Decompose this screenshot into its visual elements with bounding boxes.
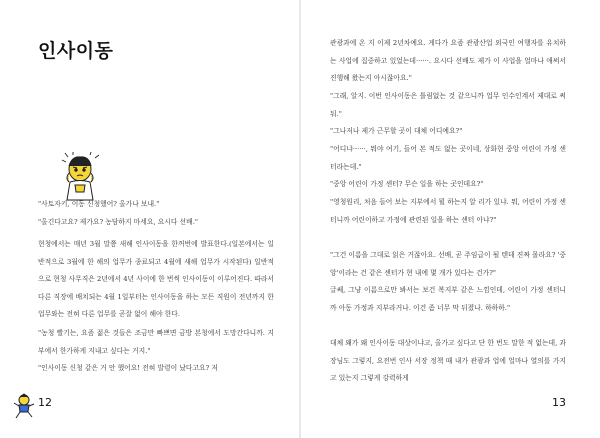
paragraph: 대체 왜가 왜 인사이동 대상이냐고, 올가고 싶다고 단 한 번도 말한 적 없는데, 과장님도 그렇지, 요전번 인사 서장 정책 때 내가 관광과 업에 얼마나 열의를 가지고 있는지 그렇게 강력하게	[330, 339, 566, 383]
paragraph: "영청원리, 처음 들어 보는 지부에서 뭘 하는지 알 리가 있냐. 뭐, 어린이 가정 센터니까 어린이하고 가정에 관련된 일을 하는 센터 아냐?"	[330, 198, 566, 224]
chapter-title: 인사이동	[38, 40, 114, 62]
paragraph: "그래, 알지. 이번 인사이동은 틀림없는 것 같으니까 업무 인수인계서 제대로 써 둬."	[330, 92, 566, 118]
paragraph: "올긴다고요? 제가요? 농담하지 마세요, 요시다 선배."	[38, 218, 198, 226]
paragraph: "어디냐······, 뭐야 여기, 들어 본 적도 없는 곳이네, 상화현 중앙 어린이 가정 센터라는데."	[330, 145, 566, 171]
paragraph: 글쎄, 그냥 이름으로만 봐서는 보건 복지부 같은 느낌인데, 어린이 가정 센터니까 아동 가정과 지부라거나. 이건 좀 너무 막 뒤졌나. 하하하."	[330, 286, 566, 312]
paragraph: 현청에서는 매년 3월 말쯤 새해 인사이동을 한꺼번에 발표한다.(일본에서는 일반적으로 3월에 한 해의 업무가 종료되고 4월에 새해 업무가 시작된다) 일반적으로 현청 사무직은 2년에서 4년 사이에 한 번씩 인사이동이 이루어진다. 따라서 다른 직장에 배치되는 4월 1일부터는 인사이동을 하는 모든 직원이 전년까지 한 업무와는 전혀 다른 업무를 곧잘 없이 해야 한다.	[38, 240, 274, 319]
paragraph: 관광과에 온 지 이제 2년차예요. 게다가 요즘 관광산업 외국인 여행자를 유치하는 사업에 집중하고 있었는데······. 요시다 선배도 제가 이 사업을 얼마나 애써서 진행해 왔는지 아시잖아요."	[330, 39, 566, 83]
paragraph: "그건 이름을 그대로 읽은 거잖아요. 선배, 곧 주임급이 될 텐데 진짜 몰라요? '중앙'이라는 건 같은 센터가 현 내에 몇 개가 있다는 건가?"	[330, 251, 566, 277]
paragraph: "농청 빨기는, 요즘 젊은 것들은 조금만 빠쁘면 금방 본청에서 도망간다니까. 지부에서 한가하게 지내고 싶다는 거지."	[38, 329, 274, 355]
paragraph: "인사이동 신청 같은 거 안 했어요! 전혀 발령이 났다고요? 저	[38, 364, 218, 372]
page-number: 12	[38, 396, 52, 409]
paragraph: "그나저나 제가 근무할 곳이 대체 어디예요?"	[330, 127, 463, 135]
paragraph: "중앙 어린이 가정 센터? 무슨 일을 하는 곳인데요?"	[330, 180, 484, 188]
paragraph: "사토자키, 이동 신청했어? 올가나 보내."	[38, 200, 160, 208]
page-number: 13	[552, 396, 566, 409]
